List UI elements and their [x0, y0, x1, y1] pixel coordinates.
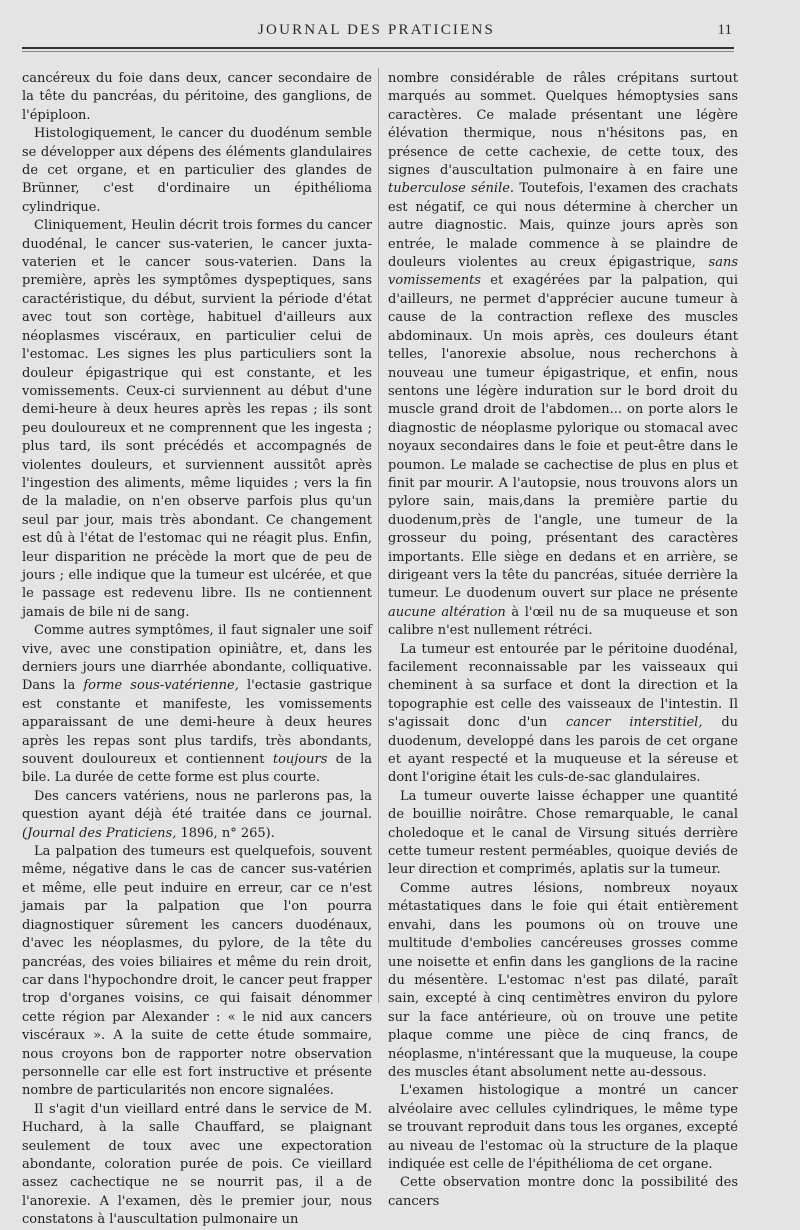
paragraph: Cette observation montre donc la possibilité des cancers [388, 1175, 738, 1209]
paragraph: La tumeur ouverte laisse échapper une quantité de bouillie noirâtre. Chose remarquable, le canal choledoque et le canal de Virsung situés derrière cette tumeur restent perméables, quoique deviés de leur direction et comprimés, aplatis sur la tumeur. [388, 788, 738, 878]
italic-text: (Journal des Praticiens, [22, 825, 177, 841]
paragraph: La tumeur est entourée par le péritoine duodénal, facilement reconnaissable par les vaisseaux qui cheminent à sa surface et dont la direction et la topographie est celle des vaisseaux de l'intestin. Il s'agissait donc d'un cancer interstitiel, du duodenum, developpé dans les parois de cet organe et ayant respecté et la muqueuse et la séreuse et dont l'origine était les culs-de-sac glandulaires. [388, 641, 739, 786]
paragraph: cancéreux du foie dans deux, cancer secondaire de la tête du pancréas, du péritoine, des ganglions, de l'épiploon. [22, 71, 372, 123]
paragraph: Il s'agit d'un vieillard entré dans le service de M. Huchard, à la salle Chauffard, se plaignant seulement de toux avec une expectoration abondante, coloration purée de pois. Ce vieillard assez cachectique ne se nourrit pas, il a de l'anorexie. A l'examen, dès le premier jour, nous constatons à l'auscultation pulmonaire un [22, 1101, 372, 1228]
left-column [22, 70, 372, 1230]
paragraph: Comme autres symptômes, il faut signaler une soif vive, avec une constipation opiniâtre, et, dans les derniers jours une diarrhée abondante, colliquative. Dans la forme sous-vatérienne, l'ectasie gastrique est constante et manifeste, les vomissements apparaissant de une demi-heure à deux heures après les repas sont plus tardifs, très abondants, souvent douloureux et contiennent toujours de la bile. La durée de cette forme est plus courte. [22, 623, 373, 786]
italic-text: cancer interstitiel, [565, 715, 703, 731]
paragraph: La palpation des tumeurs est quelquefois, souvent même, négative dans le cas de cancer sus-vatérien et même, elle peut induire en erreur, car ce n'est jamais par la palpation que l'on pourra diagnostiquer sûrement les cancers duodénaux, d'avec les néoplasmes, du pylore, de la tête du pancréas, des voies biliaires et même du rein droit, car dans l'hypochondre droit, le cancer peut frapper trop d'organes voisins, ce qui faisait dénommer cette région par Alexander : « le nid aux cancers viscéraux ». A la suite de cette étude sommaire, nous croyons bon de rapporter notre observation personnelle car elle est fort instructive et présente nombre de particularités non encore signalées. [22, 844, 372, 1099]
italic-text: sans vomissements [388, 255, 738, 289]
running-head [0, 18, 800, 42]
italic-text: aucune altération [388, 604, 506, 620]
column-divider [378, 68, 379, 1003]
header-rule-thin [22, 51, 734, 52]
italic-text: tuberculose sénile. [388, 181, 515, 197]
paragraph: nombre considérable de râles crépitans surtout marqués au sommet. Quelques hémoptysies sans caractères. Ce malade présentant une légère élévation thermique, nous n'hésitons pas, en présence de cette cachexie, de cette toux, des signes d'auscultation pulmonaire à en faire une tuberculose sénile. Toutefois, l'examen des crachats est négatif, ce qui nous détermine à chercher un autre diagnostic. Mais, quinze jours après son entrée, le malade commence à se plaindre de douleurs violentes au creux épigastrique, sans vomissements et exagérées par la palpation, qui d'ailleurs, ne permet d'apprécier aucune tumeur à cause de la contraction reflexe des muscles abdominaux. Un mois après, ces douleurs étant telles, l'anorexie absolue, nous recherchons à nouveau une tumeur épigastrique, et enfin, nous sentons une légère induration sur le bord droit du muscle grand droit de l'abdomen... on porte alors le diagnostic de néoplasme pylorique ou stomacal avec noyaux secondaires dans le foie et peut-être dans le poumon. Le malade se cachectise de plus en plus et finit par mourir. A l'autopsie, nous trouvons alors un pylore sain, mais,dans la première partie du duodenum,près de l'angle, une tumeur de la grosseur du poing, présentant des caractères importants. Elle siège en dedans et en arrière, se dirigeant vers la tête du pancréas, située derrière la tumeur. Le duodenum ouvert sur place ne présente aucune altération à l'œil nu de sa muqueuse et son calibre n'est nullement rétréci. [388, 71, 738, 639]
paragraph: Comme autres lésions, nombreux noyaux métastatiques dans le foie qui était entièrement envahi, dans les poumons où on trouve une multitude d'embolies cancéreuses grosses comme une noisette et enfin dans les ganglions de la racine du mésentère. L'estomac n'est pas dilaté, paraît sain, excepté à cinq centimètres environ du pylore sur la face antérieure, où on trouve une petite plaque comme une pièce de cinq francs, de néoplasme, n'intéressant que la muqueuse, la coupe des muscles étant absolument nette au-dessous. [388, 880, 738, 1080]
right-column [388, 70, 738, 1211]
paragraph: Cliniquement, Heulin décrit trois formes du cancer duodénal, le cancer sus-vaterien, le cancer juxta-vaterien et le cancer sous-vaterien. Dans la première, après les symptômes dyspeptiques, sans caractéristique, du début, survient la période d'état avec tout son cortège, habituel d'ailleurs aux néoplasmes viscéraux, en particulier celui de l'estomac. Les signes les plus particuliers sont la douleur épigastrique qui est constante, et les vomissements. Ceux-ci surviennent au début d'une demi-heure à deux heures après les repas ; ils sont peu douloureux et ne comprennent que les ingesta ; plus tard, ils sont précédés et accompagnés de violentes douleurs, et surviennent aussitôt après l'ingestion des aliments, même liquides ; vers la fin de la maladie, on n'en observe parfois plus qu'un seul par jour, mais très abondant. Ce changement est dû à l'état de l'estomac qui ne réagit plus. Enfin, leur disparition ne précède la mort que de peu de jours ; elle indique que la tumeur est ulcérée, et que le passage est redevenu libre. Ils ne contiennent jamais de bile ni de sang. [22, 218, 372, 620]
paragraph: Histologiquement, le cancer du duodénum semble se développer aux dépens des éléments glandulaires de cet organe, et en particulier des glandes de Brünner, c'est d'ordinaire un épithélioma cylindrique. [22, 126, 372, 215]
italic-text: toujours [272, 752, 328, 768]
header-rule [22, 47, 734, 49]
paragraph: L'examen histologique a montré un cancer alvéolaire avec cellules cylindriques, le même type se trouvant reproduit dans tous les organes, excepté au niveau de l'estomac où la structure de la plaque indiquée est celle de l'épithélioma de cet organe. [388, 1083, 738, 1172]
journal-title: JOURNAL DES PRATICIENS [258, 22, 496, 38]
paragraph: Des cancers vatériens, nous ne parlerons pas, la question ayant déjà été traitée dans ce journal. (Journal des Praticiens, 1896, n° 265). [22, 788, 372, 841]
italic-text: forme sous-vatérienne, [83, 678, 239, 694]
page-number: 11 [717, 22, 732, 38]
